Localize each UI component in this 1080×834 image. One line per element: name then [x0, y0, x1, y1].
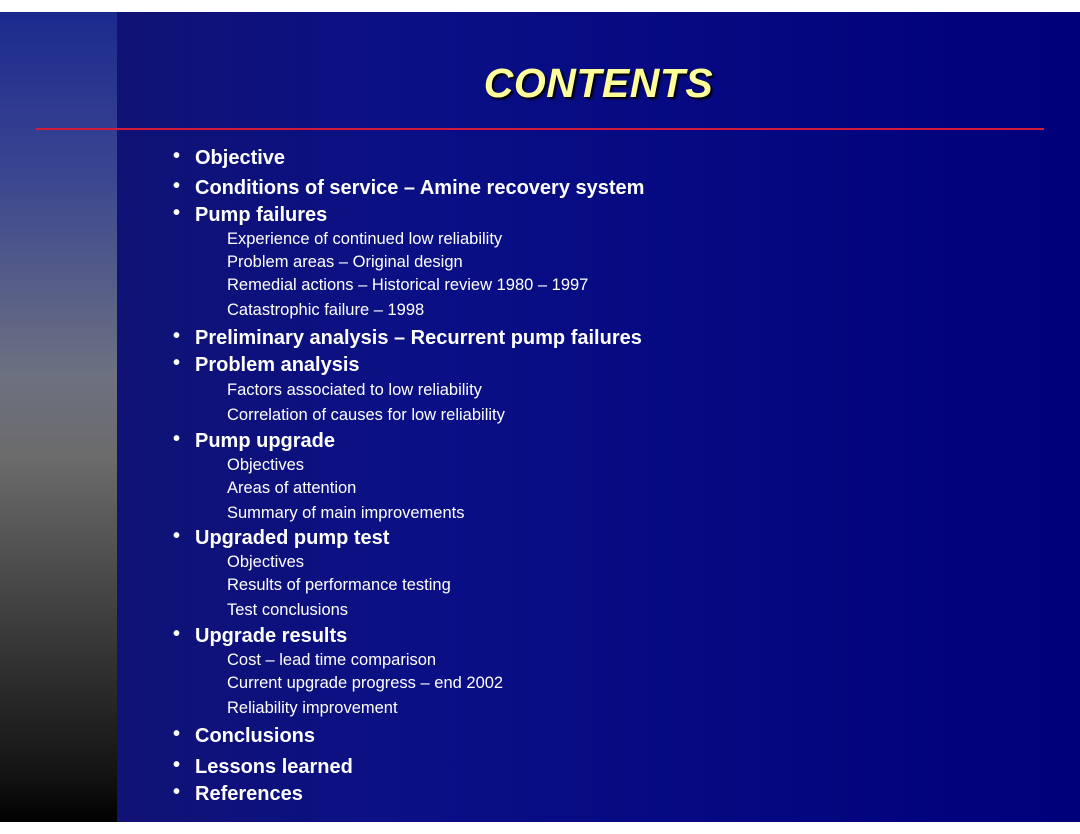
sub-item: Results of performance testing: [227, 576, 451, 594]
list-item: • Upgrade results: [195, 625, 347, 648]
list-item: • Conclusions: [195, 725, 315, 748]
list-item: • Pump failures: [195, 204, 327, 227]
list-item: • Conditions of service – Amine recovery system: [195, 177, 644, 200]
slide: [0, 12, 1080, 822]
sub-item: Objectives: [227, 456, 305, 474]
sub-item: Objectives: [227, 553, 305, 571]
sub-item: Factors associated to low reliability: [227, 381, 482, 399]
list-item: • Upgraded pump test: [195, 527, 389, 550]
list-item: • Pump upgrade: [195, 430, 335, 453]
sub-item: Catastrophic failure – 1998: [227, 301, 425, 319]
sub-item: Current upgrade progress – end 2002: [227, 674, 504, 692]
list-item: • Problem analysis: [195, 354, 360, 377]
title-divider: [36, 128, 1044, 130]
list-item: • References: [195, 783, 303, 806]
sub-item: Cost – lead time comparison: [227, 651, 437, 669]
slide-title: CONTENTS: [483, 60, 714, 106]
sub-item: Areas of attention: [227, 479, 357, 497]
sub-item: Experience of continued low reliability: [227, 230, 503, 248]
sub-item: Test conclusions: [227, 601, 349, 619]
list-item: • Objective: [195, 147, 285, 170]
sub-item: Remedial actions – Historical review 1980 – 1997: [227, 276, 589, 294]
list-item: • Lessons learned: [195, 756, 353, 779]
sub-item: Summary of main improvements: [227, 504, 465, 522]
sub-item: Correlation of causes for low reliability: [227, 406, 505, 424]
left-gradient-band: [0, 12, 117, 822]
sub-item: Reliability improvement: [227, 699, 398, 717]
sub-item: Problem areas – Original design: [227, 253, 463, 271]
list-item: • Preliminary analysis – Recurrent pump failures: [195, 327, 642, 350]
